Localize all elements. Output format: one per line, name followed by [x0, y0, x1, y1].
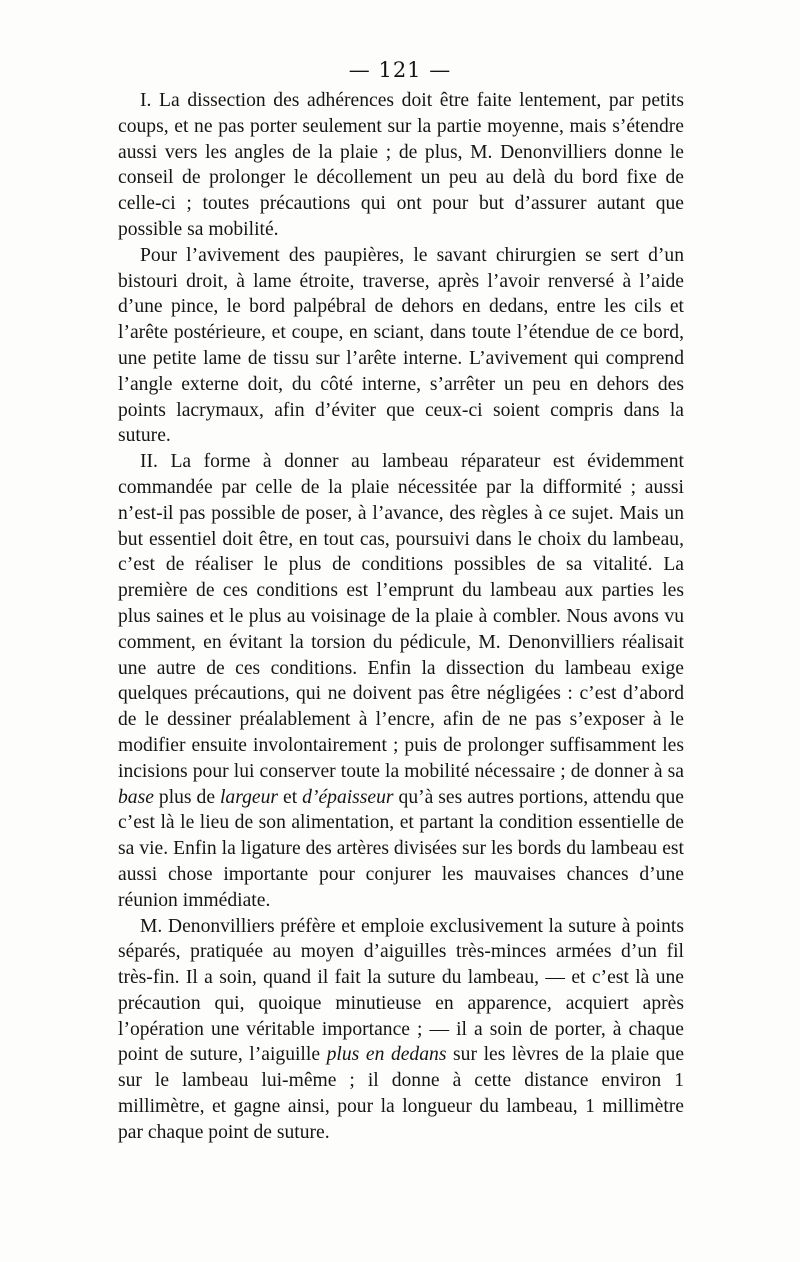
body-text: [118, 88, 684, 1146]
italic-term-plus-en-dedans: plus en dedans: [326, 1044, 447, 1066]
paragraph-text: sur les lèvres de la plaie que sur le lambeau lui-même ; il donne à cette distance environ 1 millimètre, et gagne ainsi, pour la longueur du lambeau, 1 millimètre par chaque point de suture.: [118, 1044, 685, 1143]
paragraph-text: plus de: [158, 786, 216, 808]
paragraph-suture: [118, 914, 684, 1146]
page-number: — 121 —: [348, 58, 452, 82]
italic-term-base: base: [118, 786, 154, 808]
paragraph-text: Pour l’avivement des paupières, le savant chirurgien se sert d’un bistouri droit, à lame étroite, traverse, après l’avoir renversé à l’aide d’une pince, le bord palpébral de dehors en dedans, entre les cils et l’arête postérieure, et coupe, en sciant, dans toute l’étendue de ce bord, une petite lame de tissu sur l’arête interne. L’avivement qui comprend l’angle externe doit, du côté interne, s’arrêter un peu en dehors des points lacrymaux, afin d’éviter que ceux-ci soient compris dans la suture.: [118, 244, 684, 447]
paragraph-text: II. La forme à donner au lambeau réparateur est évidemment commandée par celle de la plaie nécessitée par la difformité ; aussi n’est-il pas possible de poser, à l’avance, des règles à ce sujet. Mais un but essentiel doit être, en tout cas, poursuivi dans le choix du lambeau, c’est de réaliser le plus de conditions possibles de sa vitalité. La première de ces conditions est l’emprunt du lambeau aux parties les plus saines et le plus au voisinage de la plaie à combler. Nous avons vu comment, en évitant la torsion du pédicule, M. Denonvilliers réalisait une autre de ces conditions. Enfin la dissection du lambeau exige quelques précautions, qui ne doivent pas être négligées : c’est d’abord de le dessiner préalablement à l’encre, afin de ne pas s’exposer à le modifier ensuite involontairement ; puis de prolonger suffisamment les incisions pour lui conserver toute la mobilité nécessaire ; de donner à sa: [118, 451, 684, 782]
italic-term-largeur: largeur: [219, 786, 279, 808]
paragraph-avivement: [118, 243, 684, 449]
italic-term-epaisseur: d’épaisseur: [302, 786, 394, 808]
paragraph-lambeau: [118, 449, 684, 913]
paragraph-text: et: [283, 786, 298, 808]
paragraph-text: M. Denonvilliers préfère et emploie exclusivement la suture à points séparés, pratiquée au moyen d’aiguilles très-minces armées d’un fil très-fin. Il a soin, quand il fait la suture du lambeau, — et c’est là une précaution qui, quoique minutieuse en apparence, acquiert après l’opération une véritable importance ; — il a soin de porter, à chaque point de suture, l’aiguille: [118, 915, 684, 1066]
paragraph-text: qu’à ses autres portions, attendu que c’est là le lieu de son alimentation, et partant la condition essentielle de sa vie. Enfin la ligature des artères divisées sur les bords du lambeau est aussi chose importante pour conjurer les mauvaises chances d’une réunion immédiate.: [118, 786, 684, 911]
paragraph-text: I. La dissection des adhérences doit être faite lentement, par petits coups, et ne pas porter seulement sur la partie moyenne, mais s’étendre aussi vers les angles de la plaie ; de plus, M. Denonvilliers donne le conseil de prolonger le décollement un peu au delà du bord fixe de celle-ci ; toutes précautions qui ont pour but d’assurer autant que possible sa mobilité.: [118, 90, 684, 240]
paragraph-dissection: [118, 88, 684, 243]
